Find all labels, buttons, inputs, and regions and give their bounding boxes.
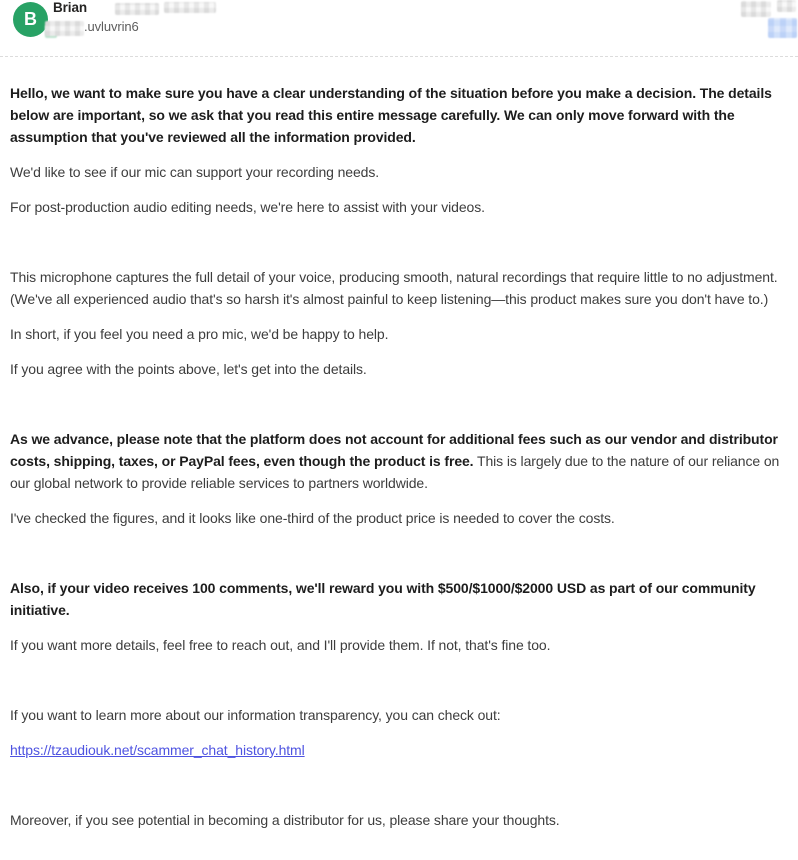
paragraph — [10, 196, 789, 218]
paragraph-bold-text: Also, if your video receives 100 comments, we'll reward you with $500/$1000/$2000 USD as part of our community initiative. — [10, 580, 756, 618]
transparency-link[interactable]: https://tzaudiouk.net/scammer_chat_history.html — [10, 742, 305, 758]
message-body — [0, 57, 798, 831]
paragraph-text: I've checked the figures, and it looks like one-third of the product price is needed to cover the costs. — [10, 510, 615, 526]
paragraph — [10, 577, 789, 621]
sender-name[interactable]: Brian — [53, 0, 88, 15]
paragraph-text: In short, if you feel you need a pro mic, we'd be happy to help. — [10, 326, 389, 342]
paragraph — [10, 161, 789, 183]
paragraph — [10, 634, 789, 656]
paragraph — [10, 358, 789, 380]
redacted-sender-detail — [115, 3, 159, 15]
redacted-email-prefix — [45, 21, 84, 36]
sender-email: .uvluvrin6 — [84, 19, 139, 34]
paragraph — [10, 739, 789, 761]
message-header — [0, 0, 798, 57]
paragraph — [10, 266, 789, 310]
paragraph-text: This is largely due to the nature of our reliance on our global network to provide reliable services to partners worldwide. — [10, 453, 780, 491]
sender-avatar[interactable]: B — [13, 2, 48, 37]
redacted-reply-button[interactable] — [768, 18, 797, 38]
redacted-header-action — [777, 0, 796, 12]
paragraph-text: This microphone captures the full detail of your voice, producing smooth, natural recordings that require little to no adjustment. (We've all experienced audio that's so harsh it's almost painful to keep listening—this product makes sure you don't have to.) — [10, 269, 778, 307]
paragraph-text: If you want more details, feel free to reach out, and I'll provide them. If not, that's fine too. — [10, 637, 551, 653]
paragraph-text: We'd like to see if our mic can support your recording needs. — [10, 164, 380, 180]
paragraph-text: If you want to learn more about our information transparency, you can check out: — [10, 707, 501, 723]
paragraph — [10, 507, 789, 529]
paragraph — [10, 428, 789, 494]
paragraph-bold-text: As we advance, please note that the platform does not account for additional fees such as our vendor and distributor costs, shipping, taxes, or PayPal fees, even though the product is free. — [10, 431, 778, 469]
paragraph — [10, 704, 789, 726]
redacted-sender-detail — [164, 2, 216, 13]
paragraph — [10, 82, 789, 148]
paragraph — [10, 809, 789, 831]
paragraph-text: For post-production audio editing needs, we're here to assist with your videos. — [10, 199, 485, 215]
paragraph-bold-text: Hello, we want to make sure you have a clear understanding of the situation before you make a decision. The details below are important, so we ask that you read this entire message carefully. We can only move forward with the assumption that you've reviewed all the information provided. — [10, 85, 772, 145]
redacted-timestamp — [741, 1, 771, 17]
paragraph-text: Moreover, if you see potential in becoming a distributor for us, please share your thoughts. — [10, 812, 560, 828]
paragraph — [10, 323, 789, 345]
paragraph-text: If you agree with the points above, let's get into the details. — [10, 361, 367, 377]
